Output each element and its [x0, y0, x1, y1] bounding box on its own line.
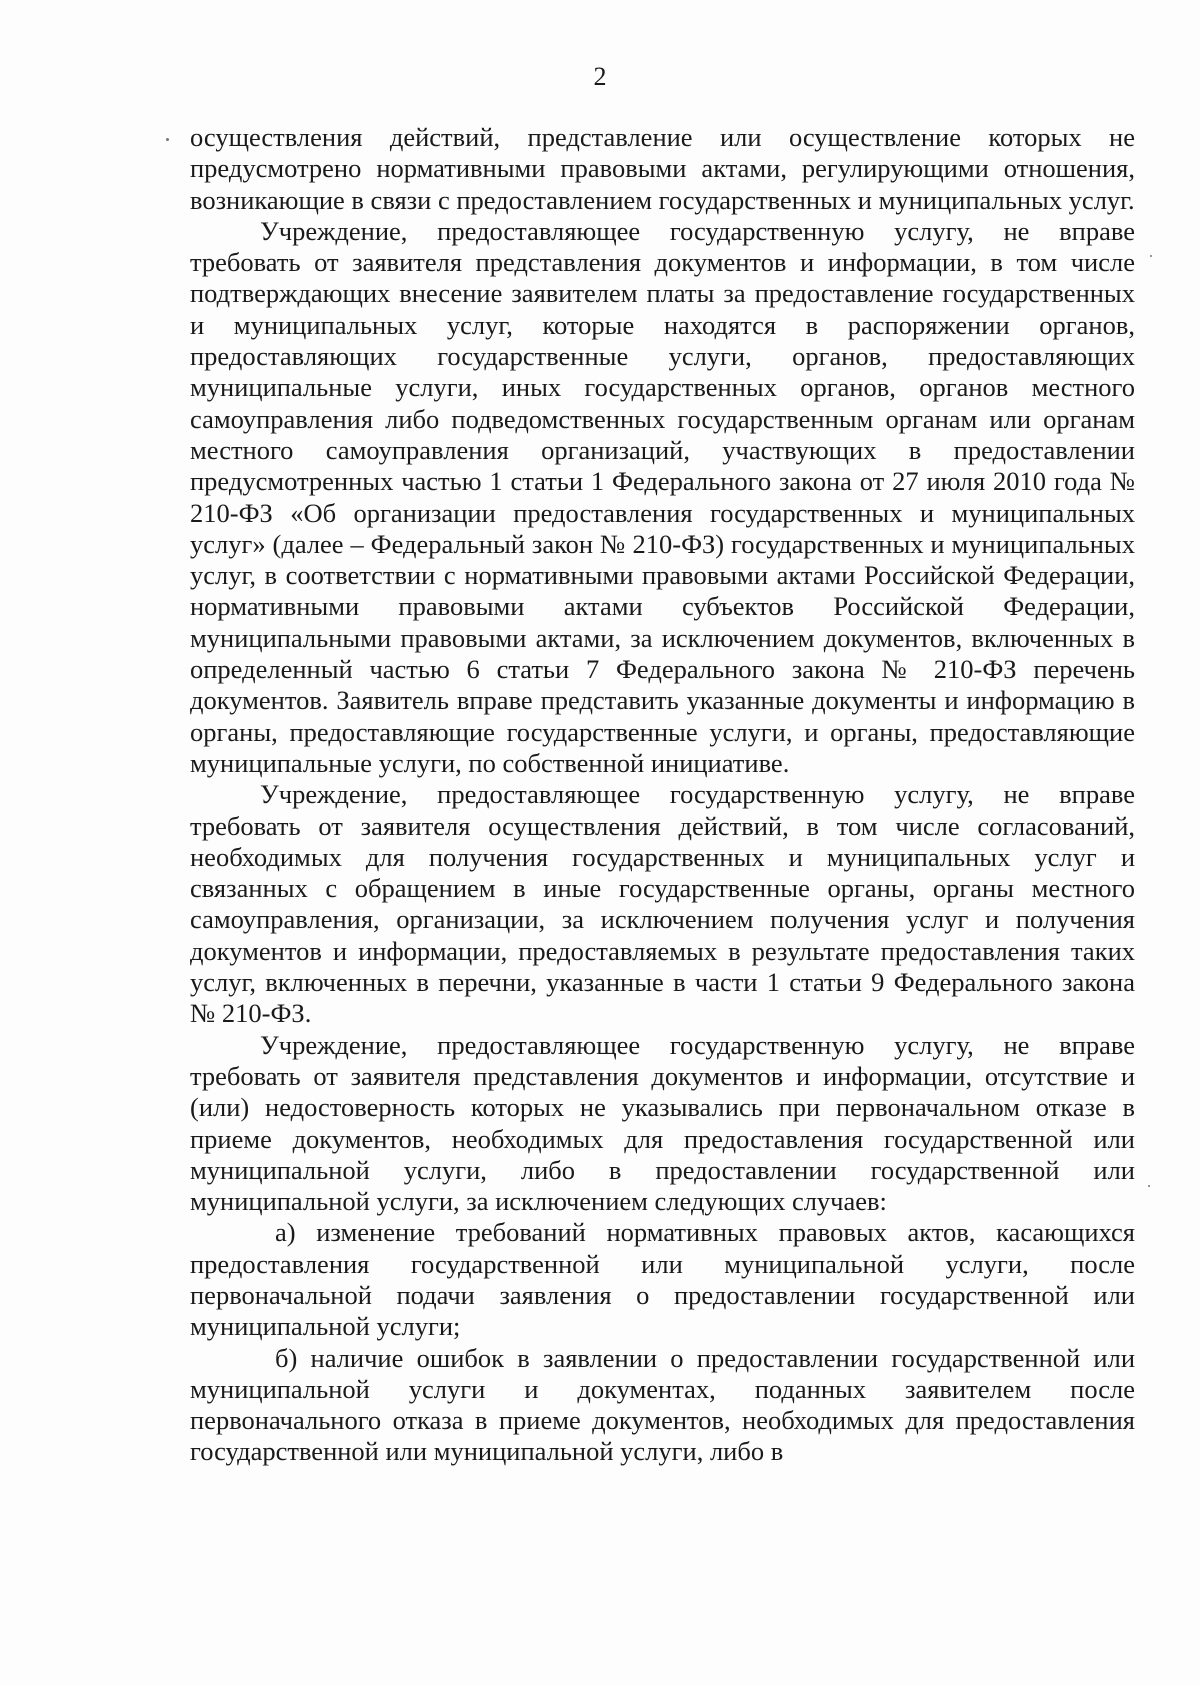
paragraph-documents-restriction: Учреждение, предоставляющее государственную услугу, не вправе требовать от заявителя представления документов и информации, в том числе подтверждающих внесение заявителем платы за предоставление государственных и муниципальных услуг, которые находятся в распоряжении органов, предоставляющих государственные услуги, органов, предоставляющих муниципальные услуги, иных государственных органов, органов местного самоуправления либо подведомственных государственным органам или органам местного самоуправления организаций, участвующих в предоставлении предусмотренных частью 1 статьи 1 Федерального закона от 27 июля 2010 года № 210-ФЗ «Об организации предоставления государственных и муниципальных услуг» (далее – Федеральный закон № 210-ФЗ) государственных и муниципальных услуг, в соответствии с нормативными правовыми актами Российской Федерации, нормативными правовыми актами субъектов Российской Федерации, муниципальными правовыми актами, за исключением документов, включенных в определенный частью 6 статьи 7 Федерального закона № 210-ФЗ перечень документов. Заявитель вправе представить указанные документы и информацию в органы, предоставляющие государственные услуги, и органы, предоставляющие муниципальные услуги, по собственной инициативе.: [190, 215, 1135, 778]
list-item-a: а) изменение требований нормативных правовых актов, касающихся предоставления государственной или муниципальной услуги, после первоначальной подачи заявления о предоставлении государственной или муниципальной услуги;: [190, 1217, 1135, 1342]
scan-speck: [1148, 1185, 1150, 1187]
list-item-b: б) наличие ошибок в заявлении о предоставлении государственной или муниципальной услуги и документах, поданных заявителем после первоначального отказа в приеме документов, необходимых для предоставления государственной или муниципальной услуги, либо в: [190, 1342, 1135, 1467]
scan-speck: [166, 138, 169, 141]
paragraph-continuation: осуществления действий, представление или осуществление которых не предусмотрено нормативными правовыми актами, регулирующими отношения, возникающие в связи с предоставлением государственных и муниципальных услуг.: [190, 122, 1135, 215]
paragraph-actions-restriction: Учреждение, предоставляющее государственную услугу, не вправе требовать от заявителя осуществления действий, в том числе согласований, необходимых для получения государственных и муниципальных услуг и связанных с обращением в иные государственные органы, органы местного самоуправления, организации, за исключением получения услуг и получения документов и информации, предоставляемых в результате предоставления таких услуг, включенных в перечни, указанные в части 1 статьи 9 Федерального закона № 210-ФЗ.: [190, 779, 1135, 1029]
scan-speck: [1150, 255, 1152, 257]
document-body: [190, 122, 1135, 1468]
paragraph-exceptions-intro: Учреждение, предоставляющее государственную услугу, не вправе требовать от заявителя представления документов и информации, отсутствие и (или) недостоверность которых не указывались при первоначальном отказе в приеме документов, необходимых для предоставления государственной или муниципальной услуги, либо в предоставлении государственной или муниципальной услуги, за исключением следующих случаев:: [190, 1029, 1135, 1217]
page-number: 2: [593, 62, 607, 91]
